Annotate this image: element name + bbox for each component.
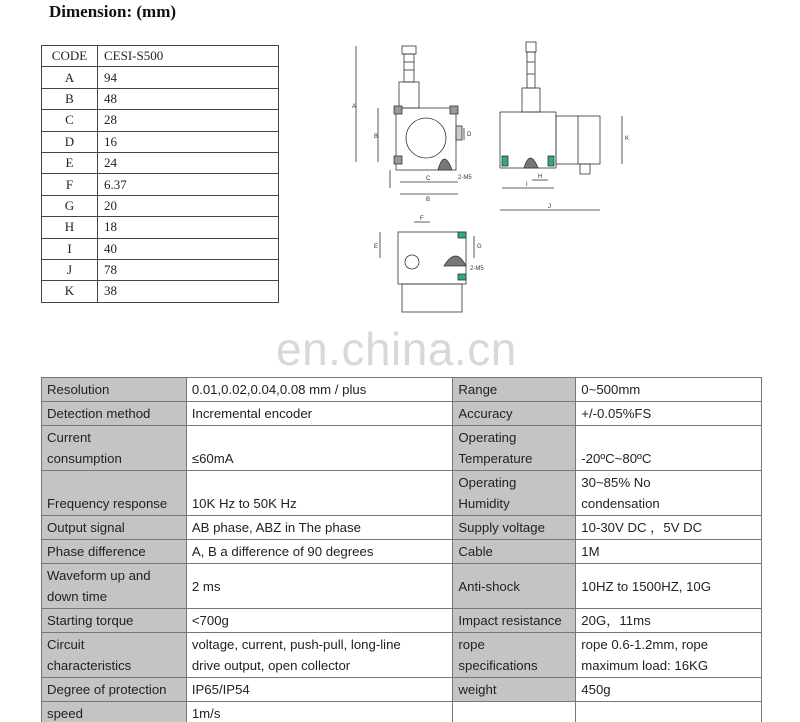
spec-value: [576, 471, 762, 516]
label-j: J: [548, 204, 551, 210]
front-cable-body: [399, 82, 419, 108]
label-m5-top: 2-M5: [470, 266, 484, 272]
dimension-code: D: [42, 131, 98, 152]
spec-value-line: rope 0.6-1.2mm, rope: [581, 637, 709, 652]
dimension-row: [42, 110, 279, 131]
watermark: en.china.cn: [276, 323, 517, 375]
front-connector: [438, 159, 452, 170]
label-d: D: [467, 132, 472, 138]
dimension-code: B: [42, 88, 98, 109]
dimension-code: F: [42, 174, 98, 195]
dimension-row: [42, 88, 279, 109]
spec-value-line: 30~85% No: [581, 475, 651, 490]
dimension-table-body: [42, 46, 279, 303]
dimension-code: J: [42, 259, 98, 280]
dimension-value: CESI-S500: [98, 46, 279, 67]
page-title: Dimension: (mm): [49, 2, 177, 21]
spec-label: Accuracy: [453, 402, 576, 426]
spec-value: 10-30V DC ，5V DC: [576, 516, 762, 540]
label-b: B: [374, 134, 379, 140]
spec-row: [42, 471, 762, 516]
label-k: K: [625, 136, 630, 142]
spec-row: [42, 678, 762, 702]
spec-value: A, B a difference of 90 degrees: [186, 540, 453, 564]
spec-label-line: down time: [47, 589, 108, 604]
dimension-code: I: [42, 238, 98, 259]
spec-value: IP65/IP54: [186, 678, 453, 702]
spec-empty-cell: [576, 702, 762, 722]
spec-row: [42, 378, 762, 402]
dimension-code: A: [42, 67, 98, 88]
dimension-row: [42, 238, 279, 259]
label-bb: B: [426, 197, 431, 203]
label-i: I: [526, 182, 528, 188]
label-a: A: [352, 104, 357, 110]
label-h: H: [538, 174, 543, 180]
spec-label: Anti-shock: [453, 564, 576, 609]
dimension-code: E: [42, 152, 98, 173]
spec-value: 10K Hz to 50K Hz: [186, 471, 453, 516]
spec-label: Cable: [453, 540, 576, 564]
spec-label: Range: [453, 378, 576, 402]
spec-row: [42, 426, 762, 471]
dimension-value: 38: [98, 281, 279, 302]
label-c: C: [426, 176, 431, 182]
dimension-value: 48: [98, 88, 279, 109]
spec-value: 1m/s: [186, 702, 453, 722]
spec-label-line: rope: [458, 637, 485, 652]
dimension-value: 94: [98, 67, 279, 88]
dimension-row: [42, 259, 279, 280]
spec-empty-cell: [453, 702, 576, 722]
spec-label: Resolution: [42, 378, 187, 402]
spec-value: AB phase, ABZ in The phase: [186, 516, 453, 540]
spec-label-line: Current: [47, 430, 91, 445]
spec-label: Frequency response: [42, 471, 187, 516]
spec-value-line: condensation: [581, 496, 660, 511]
dimension-row: [42, 152, 279, 173]
spec-value: [186, 633, 453, 678]
spec-row: [42, 540, 762, 564]
dimension-value: 18: [98, 217, 279, 238]
dimension-value: 40: [98, 238, 279, 259]
spec-value: [576, 633, 762, 678]
spec-row: [42, 402, 762, 426]
spec-value-line: maximum load: 16KG: [581, 658, 709, 673]
spec-label-line: Temperature: [458, 451, 533, 466]
spec-label-line: specifications: [458, 658, 538, 673]
spec-label-line: Operating: [458, 430, 517, 445]
dimension-code: G: [42, 195, 98, 216]
spec-value: 0~500mm: [576, 378, 762, 402]
spec-row: [42, 516, 762, 540]
technical-drawings: [340, 36, 640, 316]
spec-value: 20G，11ms: [576, 609, 762, 633]
label-g: G: [477, 244, 482, 250]
spec-label-line: Operating: [458, 475, 517, 490]
spec-row: [42, 702, 762, 722]
spec-value: 2 ms: [186, 564, 453, 609]
dimension-code: H: [42, 217, 98, 238]
label-f: F: [420, 216, 424, 222]
spec-row: [42, 609, 762, 633]
front-drum-circle: [406, 118, 446, 158]
dimension-table: [41, 45, 279, 303]
dimension-header-row: [42, 46, 279, 67]
spec-label: Impact resistance: [453, 609, 576, 633]
spec-label: Phase difference: [42, 540, 187, 564]
dimension-value: 16: [98, 131, 279, 152]
spec-value: -20ºC~80ºC: [576, 426, 762, 471]
dimension-row: [42, 174, 279, 195]
spec-label: weight: [453, 678, 576, 702]
spec-value: Incremental encoder: [186, 402, 453, 426]
spec-value: 10HZ to 1500HZ, 10G: [576, 564, 762, 609]
dimension-code: CODE: [42, 46, 98, 67]
spec-label: [453, 633, 576, 678]
spec-label: Output signal: [42, 516, 187, 540]
top-view-drawing: [374, 216, 484, 312]
spec-label: Detection method: [42, 402, 187, 426]
spec-label: [453, 426, 576, 471]
spec-table: [41, 377, 762, 722]
spec-label: [453, 471, 576, 516]
dimension-row: [42, 281, 279, 302]
dimension-value: 78: [98, 259, 279, 280]
spec-label: Degree of protection: [42, 678, 187, 702]
dimension-value: 20: [98, 195, 279, 216]
dimension-row: [42, 195, 279, 216]
spec-value: 0.01,0.02,0.04,0.08 mm / plus: [186, 378, 453, 402]
spec-label: Starting torque: [42, 609, 187, 633]
spec-label-line: characteristics: [47, 658, 132, 673]
side-view-drawing: [500, 42, 629, 210]
dimension-code: C: [42, 110, 98, 131]
dimension-value: 24: [98, 152, 279, 173]
dimension-row: [42, 131, 279, 152]
label-e: E: [374, 244, 379, 250]
dimension-value: 6.37: [98, 174, 279, 195]
spec-label: Supply voltage: [453, 516, 576, 540]
dimension-code: K: [42, 281, 98, 302]
dimension-value: 28: [98, 110, 279, 131]
spec-value: 1M: [576, 540, 762, 564]
dimension-row: [42, 67, 279, 88]
spec-label: [42, 633, 187, 678]
spec-value: <700g: [186, 609, 453, 633]
spec-label: speed: [42, 702, 187, 722]
front-cable-tip: [402, 46, 416, 54]
spec-row: [42, 564, 762, 609]
label-m5-front: 2-M5: [458, 175, 472, 181]
spec-row: [42, 633, 762, 678]
spec-value-line: drive output, open collector: [191, 658, 351, 673]
spec-label-line: Humidity: [458, 496, 510, 511]
spec-value: ≤60mA: [186, 426, 453, 471]
front-view-drawing: [352, 46, 472, 203]
spec-label: [42, 426, 187, 471]
spec-value-line: voltage, current, push-pull, long-line: [191, 637, 401, 652]
spec-label-line: Waveform up and: [47, 568, 151, 583]
spec-label: [42, 564, 187, 609]
spec-value: +/-0.05%FS: [576, 402, 762, 426]
spec-value: 450g: [576, 678, 762, 702]
spec-label-line: consumption: [47, 451, 122, 466]
spec-label-line: Circuit: [47, 637, 85, 652]
dimension-row: [42, 217, 279, 238]
front-cable-shaft: [404, 54, 414, 82]
